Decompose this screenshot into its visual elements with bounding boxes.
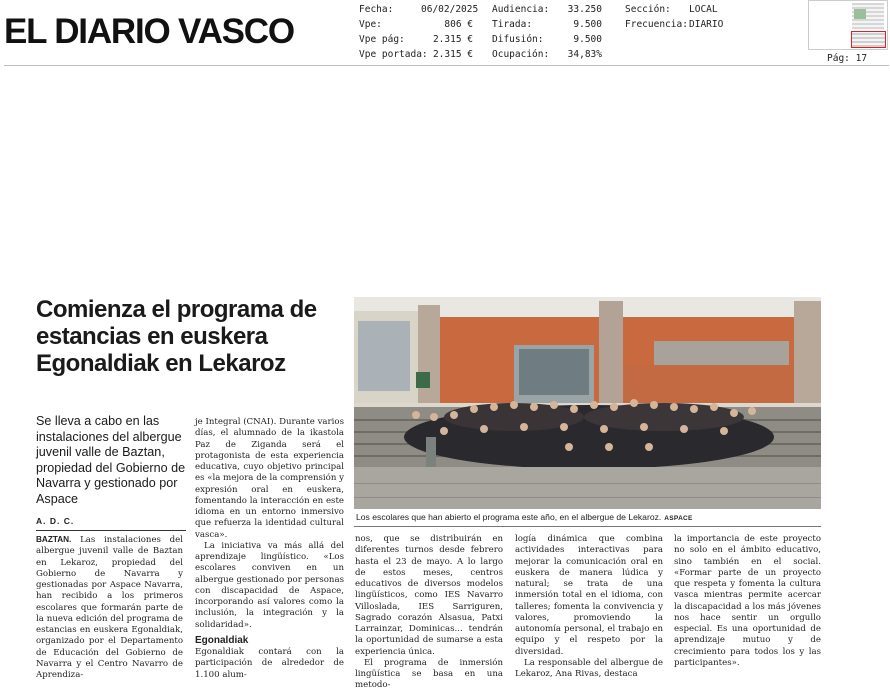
meta-label: Difusión: — [492, 34, 544, 45]
meta-row — [492, 17, 602, 32]
article-deck: Se lleva a cabo en las instalaciones del albergue juvenil valle de Baztan, propiedad del Gobierno de Navarra y gestionado por Aspace — [36, 414, 186, 506]
article-byline: A. D. C. — [36, 516, 75, 526]
meta-label: Tirada: — [492, 19, 533, 30]
article-location-lead: BAZTAN. — [36, 535, 72, 544]
article-column-1 — [36, 534, 183, 684]
meta-value: 33.250 — [567, 4, 602, 15]
meta-label: Fecha: — [359, 4, 394, 15]
thumbnail-photo-block — [854, 9, 866, 19]
caption-divider — [354, 526, 821, 527]
meta-label: Frecuencia: — [625, 19, 688, 30]
meta-label: Sección: — [625, 4, 671, 15]
meta-row — [359, 32, 473, 47]
meta-value: LOCAL — [689, 4, 718, 15]
meta-label: Vpe: — [359, 19, 382, 30]
meta-row — [359, 2, 479, 17]
meta-label: Ocupación: — [492, 49, 550, 60]
article-column-3 — [355, 534, 503, 691]
meta-row — [492, 47, 602, 62]
article-column-2 — [195, 417, 344, 685]
article-paragraph: nos, que se distribuirán en diferentes turnos desde febrero hasta el 23 de mayo. A lo largo de estos meses, centros educativos de diversos modelos lingüísticos, como IES Navarro Villoslada, IES Sarriguren, Sagrado corazón Alsasua, Patxi Larrainzar, Dominicas... tendrán la oportunidad de sumarse a esta experiencia única. — [355, 534, 503, 657]
masthead: EL DIARIO VASCO — [4, 12, 294, 51]
article-paragraph: La responsable del albergue de Lekaroz, Ana Rivas, destaca — [515, 657, 663, 679]
meta-row — [359, 47, 473, 62]
article-paragraph: Egonaldiak contará con la participación de alrededor de 1.100 alum- — [195, 647, 344, 680]
caption-text: Los escolares que han abierto el programa este año, en el albergue de Lekaroz. — [356, 512, 662, 522]
article-paragraph: El programa de inmersión lingüística se basa en una metodo- — [355, 657, 503, 691]
meta-row — [359, 17, 473, 32]
header-divider — [4, 65, 889, 66]
meta-value: 06/02/2025 — [421, 4, 479, 15]
article-paragraph: la importancia de este proyecto no solo en el ámbito educativo, sino también en el social. «Formar parte de un proyecto que respeta y fomenta la cultura vasca mientras permite acercar la discapacidad a los más jóvenes nos hace sentir un orgullo especial. Es una oportunidad de aprendizaje mutuo y de crecimiento para todos los y las participantes». — [674, 534, 821, 668]
article-paragraph: je Integral (CNAI). Durante varios días, el alumnado de la ikastola Paz de Ziganda será el protagonista de esta experiencia educativa, cuyo objetivo principal es «la mejora de la comprensión y expresión oral en euskera, fomentando la interacción en este idioma en un entorno inmersivo que refuerza la identidad cultural vasca». — [195, 417, 344, 540]
meta-row — [625, 2, 749, 17]
meta-value: DIARIO — [689, 19, 724, 30]
meta-label: Vpe pág: — [359, 34, 405, 45]
article-subhead: Egonaldiak — [195, 634, 249, 646]
meta-label: Audiencia: — [492, 4, 550, 15]
photo-caption — [356, 512, 693, 522]
meta-label: Vpe portada: — [359, 49, 428, 60]
article-column-4 — [515, 534, 663, 684]
meta-value: 34,83% — [567, 49, 602, 60]
page-thumbnail[interactable] — [808, 0, 888, 50]
meta-column-audience — [492, 2, 602, 62]
article-paragraph: La iniciativa va más allá del aprendizaje lingüístico. «Los escolares conviven en un albergue gestionado por personas con discapacidad de Aspace, incorporando así valores como la inclusión, la integración y la solidaridad». — [195, 540, 344, 630]
meta-value: 9.500 — [573, 34, 602, 45]
meta-row — [625, 17, 749, 32]
meta-row — [492, 2, 602, 17]
article-column-5 — [674, 534, 821, 684]
article-photo — [354, 297, 821, 509]
article-col1-text: Las instalaciones del albergue juvenil valle de Baztan en Lekaroz, propiedad del Gobierno de Navarra y gestionadas por Aspace Navarra, han recibido a los primeros escolares que formarán parte de la nueva edición del programa de estancias en euskera Egonaldiak, organizado por el Departamento de Educación del Gobierno de Navarra y el Centro Navarro de Aprendiza- — [36, 535, 183, 680]
meta-value: 2.315 € — [432, 49, 473, 60]
article-paragraph: logía dinámica que combina actividades interactivas para mejorar la comunicación oral en euskera de manera lúdica y natural; se trata de una inmersión total en el idioma, con talleres; fomenta la convivencia y valores, promoviendo la autonomía personal, el trabajo en equipo y el respeto por la diversidad. — [515, 534, 663, 657]
article-headline: Comienza el programa de estancias en euskera Egonaldiak en Lekaroz — [36, 296, 317, 377]
meta-value: 2.315 € — [432, 34, 473, 45]
byline-divider — [36, 530, 186, 531]
meta-column-date — [359, 2, 479, 62]
page-number: Pág: 17 — [827, 53, 868, 64]
meta-value: 806 € — [444, 19, 473, 30]
thumbnail-article-highlight — [851, 31, 886, 48]
meta-column-section — [625, 2, 749, 32]
meta-row — [492, 32, 602, 47]
meta-value: 9.500 — [573, 19, 602, 30]
photo-credit: ASPACE — [664, 515, 693, 522]
